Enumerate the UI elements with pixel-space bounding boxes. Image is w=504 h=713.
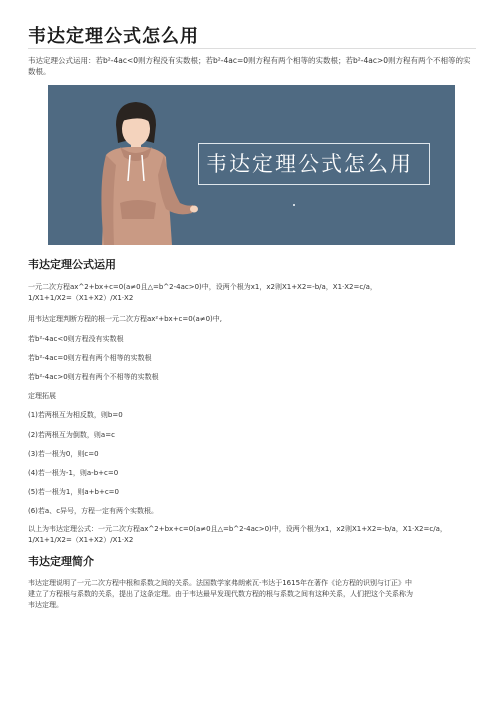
- summary-line-1: 以上为韦达定理公式：一元二次方程ax^2+bx+c=0(a≠0且△=b^2-4ac>0)中，设两个根为x1，x2则X1+X2=-b/a，X1·X2=c/a，: [28, 525, 447, 533]
- banner-dot: [293, 204, 295, 206]
- section-heading-intro: 韦达定理简介: [28, 555, 94, 568]
- intro-paragraph: 韦达定理公式运用：若b²-4ac<0则方程没有实数根；若b²-4ac=0则方程有两个相等的实数根；若b²-4ac>0则方程有两个不相等的实数根。: [28, 56, 471, 76]
- intro-line-2: 建立了方程根与系数的关系，提出了这条定理。由于韦达最早发现代数方程的根与系数之间有这种关系，人们把这个关系称为: [28, 590, 413, 598]
- banner-title: 韦达定理公式怎么用: [206, 152, 413, 176]
- extension-heading: 定理拓展: [28, 392, 56, 400]
- extension-item: (4)若一根为-1，则a-b+c=0: [28, 469, 119, 477]
- formula-line-1: 一元二次方程ax^2+bx+c=0(a≠0且△=b^2-4ac>0)中，设两个根为x1，x2则X1+X2=-b/a，X1·X2=c/a，: [28, 283, 377, 291]
- extension-item: (6)若a、c异号，方程一定有两个实数根。: [28, 507, 159, 515]
- extension-item: (3)若一根为0，则c=0: [28, 450, 99, 458]
- page-title: 韦达定理公式怎么用: [28, 26, 199, 47]
- formula-line-2: 1/X1+1/X2=（X1+X2）/X1·X2: [28, 294, 134, 302]
- summary-line-2: 1/X1+1/X2=（X1+X2）/X1·X2: [28, 536, 134, 544]
- person-illustration: [68, 85, 198, 245]
- extension-item: (5)若一根为1，则a+b+c=0: [28, 488, 119, 496]
- extension-item: (2)若两根互为倒数，则a=c: [28, 431, 115, 439]
- title-divider: [28, 48, 476, 49]
- section-heading-usage: 韦达定理公式运用: [28, 258, 116, 271]
- intro-line-1: 韦达定理说明了一元二次方程中根和系数之间的关系。法国数学家弗朗索瓦·韦达于1615年在著作《论方程的识别与订正》中: [28, 579, 413, 587]
- case-line-3: 若b²-4ac>0则方程有两个不相等的实数根: [28, 373, 159, 381]
- banner-image: [48, 85, 455, 245]
- case-line-1: 若b²-4ac<0则方程没有实数根: [28, 335, 124, 343]
- usage-line: 用韦达定理判断方程的根一元二次方程ax²+bx+c=0(a≠0)中,: [28, 315, 223, 323]
- case-line-2: 若b²-4ac=0则方程有两个相等的实数根: [28, 354, 152, 362]
- extension-item: (1)若两根互为相反数，则b=0: [28, 411, 123, 419]
- intro-line-3: 韦达定理。: [28, 601, 63, 609]
